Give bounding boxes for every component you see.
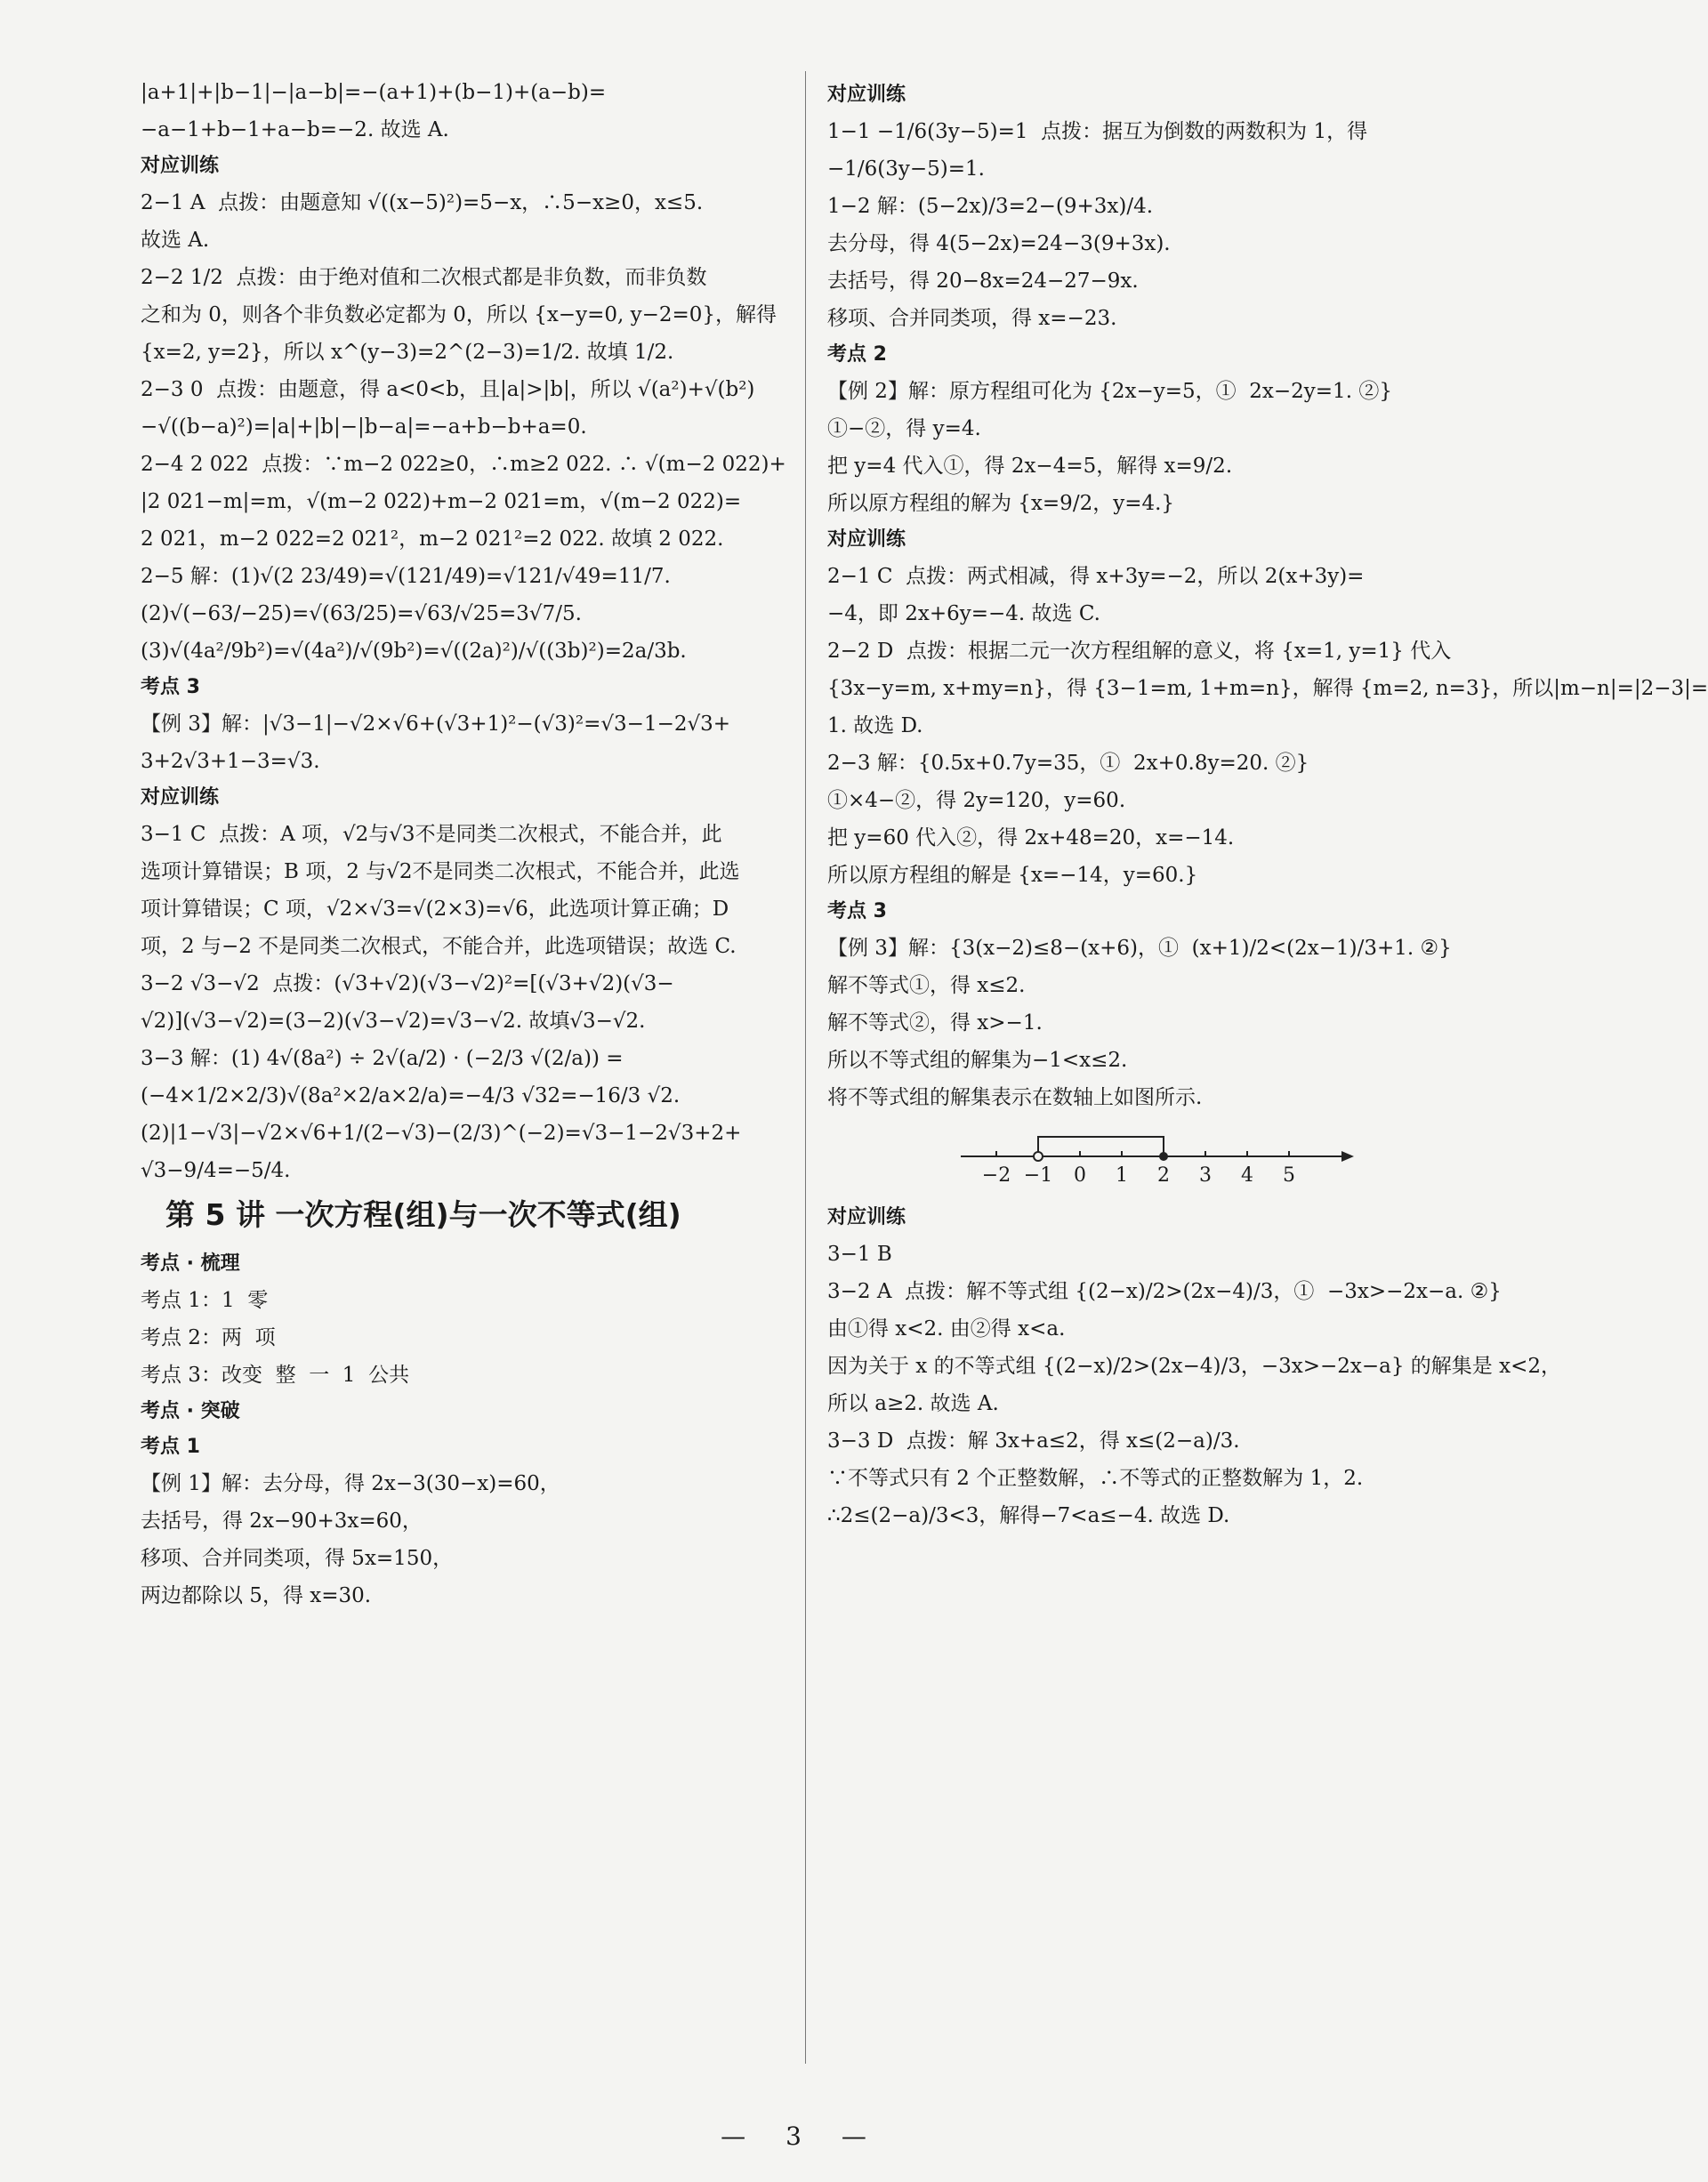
tick-label: 1 xyxy=(1116,1164,1128,1187)
footer-dash-right: — xyxy=(841,2122,866,2151)
closed-endpoint xyxy=(1159,1152,1168,1161)
text-line: {x=2, y=2}，所以 x^(y−3)=2^(2−3)=1/2. 故填 1/2. xyxy=(141,341,674,364)
text-line: {3x−y=m, x+my=n}，得 {3−1=m, 1+m=n}，解得 {m=2, n=3}，所以|m−n|=|2−3|= xyxy=(827,677,1708,700)
text-line: 去括号，得 2x−90+3x=60， xyxy=(141,1510,423,1533)
text-line: 移项、合并同类项，得 x=−23. xyxy=(827,307,1117,330)
text-line: −a−1+b−1+a−b=−2. 故选 A. xyxy=(141,118,449,141)
text-line: ∴2≤(2−a)/3<3，解得−7<a≤−4. 故选 D. xyxy=(827,1504,1230,1527)
column-divider xyxy=(805,71,806,2064)
tick-label: −2 xyxy=(981,1164,1011,1187)
text-line: (2)√(−63/−25)=√(63/25)=√63/√25=3√7/5. xyxy=(141,602,582,625)
open-endpoint xyxy=(1034,1152,1043,1161)
section-heading: 对应训练 xyxy=(141,786,220,809)
page-footer xyxy=(0,2122,1587,2151)
text-line: 所以 a≥2. 故选 A. xyxy=(827,1392,999,1415)
text-line: 项，2 与−2 不是同类二次根式，不能合并，此选项错误；故选 C. xyxy=(141,935,737,958)
text-line: 2−3 0 点拨：由题意，得 a<0<b，且|a|>|b|，所以 √(a²)+√(b²) xyxy=(141,378,755,401)
section-heading: 对应训练 xyxy=(827,528,906,551)
text-line: 所以原方程组的解是 {x=−14，y=60.} xyxy=(827,864,1198,887)
text-line: −√((b−a)²)=|a|+|b|−|b−a|=−a+b−b+a=0. xyxy=(141,415,587,439)
text-line: (−4×1/2×2/3)√(8a²×2/a×2/a)=−4/3 √32=−16/3 √2. xyxy=(141,1084,681,1107)
text-line: |a+1|+|b−1|−|a−b|=−(a+1)+(b−1)+(a−b)= xyxy=(141,81,607,104)
text-line: 2−3 解：{0.5x+0.7y=35，① 2x+0.8y=20. ②} xyxy=(827,752,1309,775)
text-line: −4，即 2x+6y=−4. 故选 C. xyxy=(827,602,1100,625)
text-line: 解不等式①，得 x≤2. xyxy=(827,974,1026,997)
text-line: 两边都除以 5，得 x=30. xyxy=(141,1584,372,1607)
text-line: 3−2 A 点拨：解不等式组 {(2−x)/2>(2x−4)/3，① −3x>−2x−a. ②} xyxy=(827,1280,1502,1303)
text-line: 【例 3】解：{3(x−2)≤8−(x+6)，① (x+1)/2<(2x−1)/3+1. ②} xyxy=(827,937,1452,960)
text-line: 2−2 1/2 点拨：由于绝对值和二次根式都是非负数，而非负数 xyxy=(141,266,707,289)
text-line: |2 021−m|=m，√(m−2 022)+m−2 021=m，√(m−2 022)= xyxy=(141,490,742,513)
text-line: 所以原方程组的解为 {x=9/2，y=4.} xyxy=(827,492,1175,515)
text-line: 把 y=60 代入②，得 2x+48=20，x=−14. xyxy=(827,826,1235,849)
tick-label: 4 xyxy=(1241,1164,1253,1187)
section-heading: 考点 3 xyxy=(827,900,887,922)
section-heading: 考点 · 梳理 xyxy=(141,1252,240,1275)
section-heading: 考点 3 xyxy=(141,676,200,698)
text-line: 3−3 D 点拨：解 3x+a≤2，得 x≤(2−a)/3. xyxy=(827,1429,1240,1453)
page-number: 3 xyxy=(786,2122,802,2151)
text-line: √2)](√3−√2)=(3−2)(√3−√2)=√3−√2. 故填√3−√2. xyxy=(141,1010,646,1033)
text-line: 项计算错误；C 项，√2×√3=√(2×3)=√6，此选项计算正确；D xyxy=(141,898,729,921)
text-line: 由①得 x<2. 由②得 x<a. xyxy=(827,1317,1066,1341)
text-line: (2)|1−√3|−√2×√6+1/(2−√3)−(2/3)^(−2)=√3−1−2√3+2+ xyxy=(141,1122,742,1145)
section-heading: 对应训练 xyxy=(141,155,220,177)
text-line: 2−1 C 点拨：两式相减，得 x+3y=−2，所以 2(x+3y)= xyxy=(827,565,1365,588)
chapter-title: 第 5 讲 一次方程(组)与一次不等式(组) xyxy=(165,1197,681,1232)
text-line: 故选 A. xyxy=(141,229,210,252)
text-line: 把 y=4 代入①，得 2x−4=5，解得 x=9/2. xyxy=(827,455,1233,478)
text-line: 2−4 2 022 点拨：∵m−2 022≥0，∴m≥2 022. ∴ √(m−2 022)+ xyxy=(141,453,786,476)
section-heading: 考点 1 xyxy=(141,1436,200,1458)
right-column xyxy=(827,78,1708,1539)
text-line: 考点 2：两 项 xyxy=(141,1326,276,1349)
text-line: 3−3 解：(1) 4√(8a²) ÷ 2√(a/2) · (−2/3 √(2/a)) = xyxy=(141,1047,624,1070)
text-line: 2−5 解：(1)√(2 23/49)=√(121/49)=√121/√49=11/7. xyxy=(141,565,671,588)
axis-arrow xyxy=(1341,1151,1354,1162)
text-line: 2−2 D 点拨：根据二元一次方程组解的意义，将 {x=1, y=1} 代入 xyxy=(827,640,1452,663)
section-heading: 对应训练 xyxy=(827,84,906,106)
tick-label: 2 xyxy=(1157,1164,1170,1187)
text-line: 移项、合并同类项，得 5x=150， xyxy=(141,1547,454,1570)
text-line: 1−1 −1/6(3y−5)=1 点拨：据互为倒数的两数积为 1，得 xyxy=(827,120,1368,143)
text-line: 3−1 B xyxy=(827,1243,892,1266)
text-line: ①×4−②，得 2y=120，y=60. xyxy=(827,789,1126,812)
text-line: 【例 1】解：去分母，得 2x−3(30−x)=60， xyxy=(141,1472,560,1495)
text-line: √3−9/4=−5/4. xyxy=(141,1159,291,1182)
text-line: 【例 2】解：原方程组可化为 {2x−y=5，① 2x−2y=1. ②} xyxy=(827,380,1392,403)
text-line: 3−2 √3−√2 点拨：(√3+√2)(√3−√2)²=[(√3+√2)(√3− xyxy=(141,972,674,995)
text-line: 之和为 0，则各个非负数必定都为 0，所以 {x−y=0, y−2=0}，解得 xyxy=(141,303,777,326)
text-line: 解不等式②，得 x>−1. xyxy=(827,1011,1043,1035)
text-line: 选项计算错误；B 项，2 与√2不是同类二次根式，不能合并，此选 xyxy=(141,860,740,883)
text-line: 考点 3：改变 整 一 1 公共 xyxy=(141,1364,410,1387)
text-line: 将不等式组的解集表示在数轴上如图所示. xyxy=(827,1086,1203,1109)
left-column xyxy=(141,78,786,1619)
tick-label: −1 xyxy=(1023,1164,1053,1187)
solution-bracket xyxy=(1038,1137,1164,1156)
tick-label: 5 xyxy=(1283,1164,1295,1187)
text-line: 所以不等式组的解集为−1<x≤2. xyxy=(827,1049,1128,1072)
text-line: 【例 3】解：|√3−1|−√2×√6+(√3+1)²−(√3)²=√3−1−2√3+ xyxy=(141,713,731,736)
section-heading: 考点 · 突破 xyxy=(141,1400,240,1422)
text-line: 去括号，得 20−8x=24−27−9x. xyxy=(827,270,1139,293)
section-heading: 对应训练 xyxy=(827,1206,906,1228)
text-line: 2 021，m−2 022=2 021²，m−2 021²=2 022. 故填 2 022. xyxy=(141,527,724,551)
tick-label: 0 xyxy=(1074,1164,1086,1187)
tick-label: 3 xyxy=(1199,1164,1212,1187)
text-line: (3)√(4a²/9b²)=√(4a²)/√(9b²)=√((2a)²)/√((3b)²)=2a/3b. xyxy=(141,640,687,663)
text-line: 1−2 解：(5−2x)/3=2−(9+3x)/4. xyxy=(827,195,1154,218)
text-line: 1. 故选 D. xyxy=(827,714,923,737)
text-line: 考点 1：1 零 xyxy=(141,1289,269,1312)
text-line: ∵不等式只有 2 个正整数解，∴不等式的正整数解为 1，2. xyxy=(827,1467,1364,1490)
number-line xyxy=(827,1121,1468,1192)
text-line: ①−②，得 y=4. xyxy=(827,417,981,440)
text-line: 3+2√3+1−3=√3. xyxy=(141,750,320,773)
text-line: 2−1 A 点拨：由题意知 √((x−5)²)=5−x，∴5−x≥0，x≤5. xyxy=(141,191,704,214)
section-heading: 考点 2 xyxy=(827,343,887,366)
footer-dash-left: — xyxy=(721,2122,746,2151)
text-line: 去分母，得 4(5−2x)=24−3(9+3x). xyxy=(827,232,1171,255)
text-line: −1/6(3y−5)=1. xyxy=(827,157,985,181)
text-line: 因为关于 x 的不等式组 {(2−x)/2>(2x−4)/3，−3x>−2x−a} 的解集是 x<2， xyxy=(827,1355,1561,1378)
text-line: 3−1 C 点拨：A 项，√2与√3不是同类二次根式，不能合并，此 xyxy=(141,823,722,846)
